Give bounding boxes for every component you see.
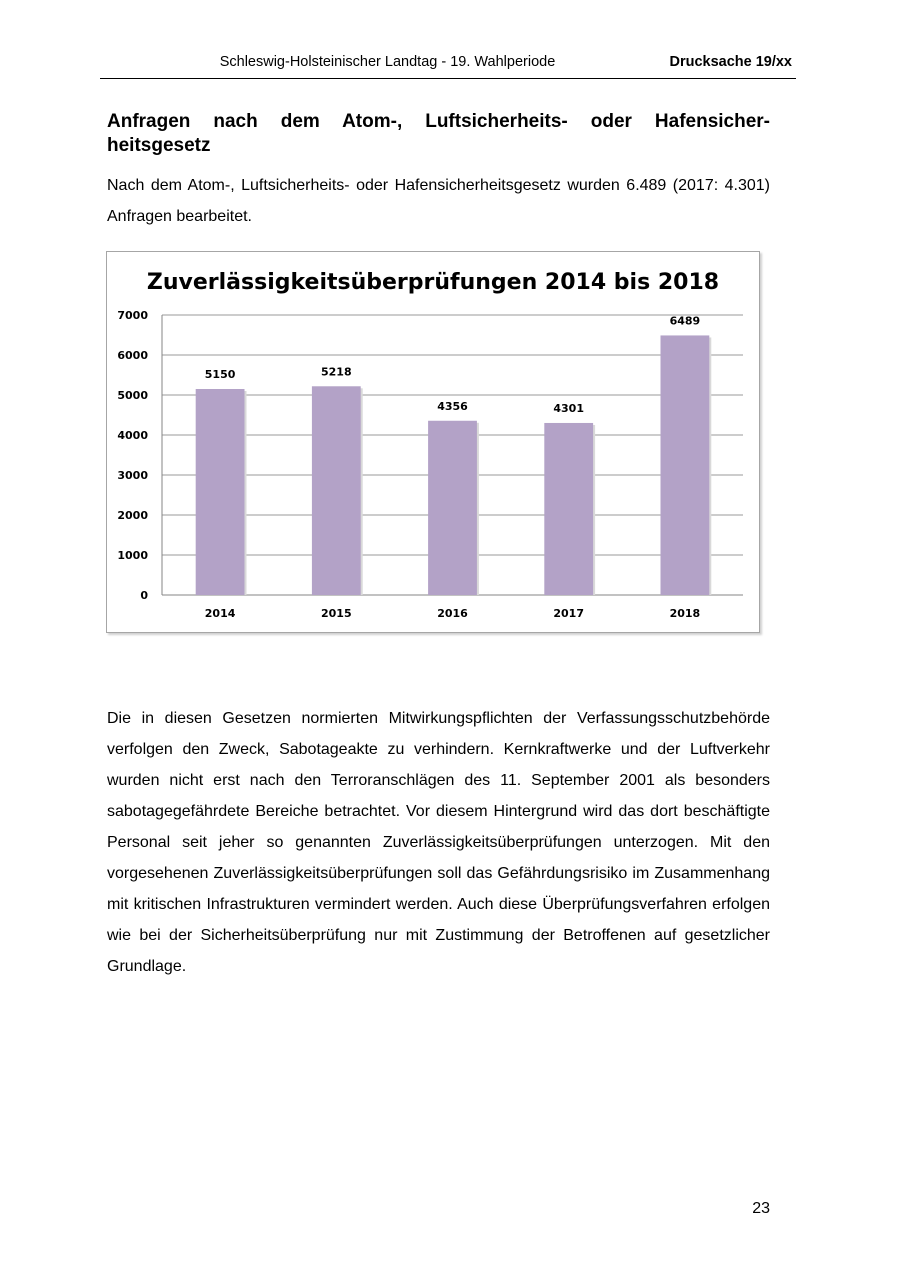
section-heading-line2: heitsgesetz xyxy=(107,135,211,156)
data-label: 6489 xyxy=(669,314,701,328)
data-label: 5150 xyxy=(204,368,236,381)
chart-title: Zuverlässigkeitsüberprüfungen 2014 bis 2018 xyxy=(146,270,720,295)
data-label: 4301 xyxy=(553,401,585,415)
body-paragraph: Die in diesen Gesetzen normierten Mitwirkungspflichten der Verfassungsschutzbehörde verfolgen den Zweck, Sabotageakte zu verhindern. Kernkraftwerke und der Luftverkehr wurden nicht erst nach den Terroranschlägen des 11. September 2001 als besonders sabotagegefährdete Bereiche betrachtet. Vor diesem Hintergrund wird das dort beschäftigte Personal seit jeher so genannten Zuverlässigkeitsüberprüfungen unterzogen. Mit den vorgesehenen Zuverlässigkeitsüberprüfungen soll das Gefährdungsrisiko im Zusammenhang mit kritischen Infrastrukturen vermindert werden. Auch diese Überprüfungsverfahren erfolgen wie bei der Sicherheitsüberprüfung nur mit Zustimmung der Betroffenen auf gesetzlicher Grundlage. xyxy=(107,710,770,975)
y-tick-label: 6000 xyxy=(117,349,148,362)
y-tick-label: 4000 xyxy=(117,429,148,442)
page-header xyxy=(100,50,796,79)
y-tick-label: 0 xyxy=(140,589,148,602)
data-label: 4356 xyxy=(437,399,468,413)
bar xyxy=(196,389,245,595)
y-tick-label: 5000 xyxy=(117,389,148,402)
chart-svg xyxy=(107,252,759,632)
bar-chart xyxy=(106,251,760,633)
document-number: Drucksache 19/xx xyxy=(669,54,792,70)
x-tick-label: 2017 xyxy=(553,607,585,620)
y-tick-label: 2000 xyxy=(117,509,148,522)
x-tick-label: 2016 xyxy=(437,607,468,620)
data-label: 5218 xyxy=(320,365,352,379)
bar xyxy=(312,386,361,595)
x-tick-label: 2015 xyxy=(320,607,352,620)
y-tick-label: 1000 xyxy=(117,549,148,562)
y-tick-label: 7000 xyxy=(117,309,148,322)
header-title: Schleswig-Holsteinischer Landtag - 19. Wahlperiode xyxy=(219,54,556,70)
section-heading-line1: Anfragen nach dem Atom-, Luftsicherheits- oder Hafensicher- xyxy=(107,111,770,132)
page-number: 23 xyxy=(752,1200,770,1217)
bar xyxy=(544,423,593,595)
bar xyxy=(660,335,709,595)
x-tick-label: 2014 xyxy=(204,607,236,620)
y-tick-label: 3000 xyxy=(117,469,148,482)
x-tick-label: 2018 xyxy=(669,607,701,620)
section-heading xyxy=(107,110,770,158)
intro-paragraph: Nach dem Atom-, Luftsicherheits- oder Hafensicherheitsgesetz wurden 6.489 (2017: 4.301) Anfragen bearbeitet. xyxy=(107,177,770,225)
bar xyxy=(428,421,477,595)
